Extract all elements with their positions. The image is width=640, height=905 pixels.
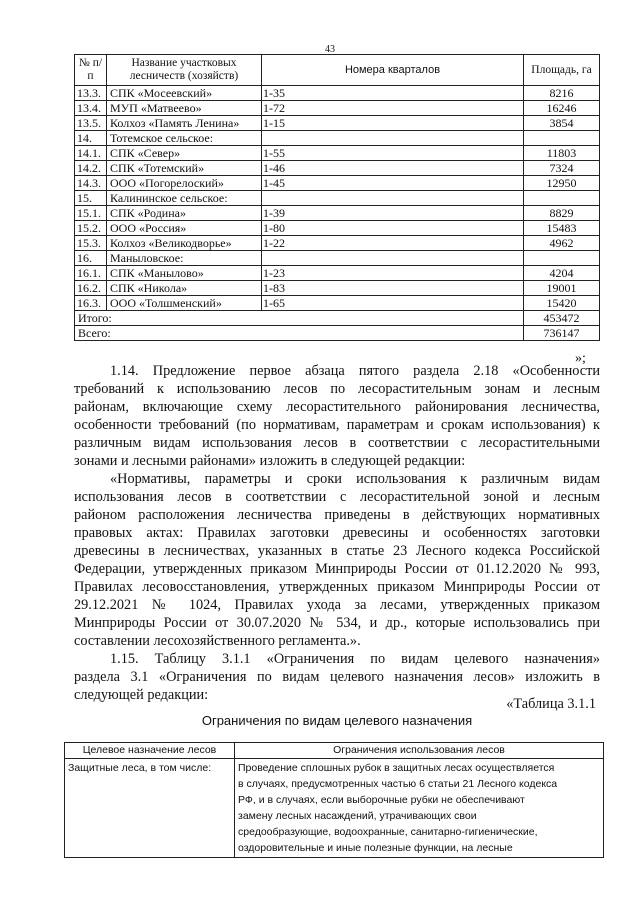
row-name: СПК «Тотемский» [107,161,262,176]
text-line: использования лесов в соответствии с лесорастительной зоной и лесным [74,489,600,505]
row-num: 13.5. [75,116,107,131]
table-title: Ограничения по видам целевого назначения [201,713,473,728]
purpose-cell: Защитные леса, в том числе: [65,759,235,858]
row-name: ООО «Толшменский» [107,296,262,311]
text-line: замену лесных насаждений, утрачивающих свои [238,810,477,822]
row-area [524,131,600,146]
row-quarters: 1-23 [262,266,524,281]
row-name: Калининское сельское: [107,191,262,206]
paragraph-1-14 [74,362,600,470]
table-caption: «Таблица 3.1.1 [506,696,596,712]
row-quarters: 1-45 [262,176,524,191]
table-row [75,266,600,281]
text-line: в случаях, предусмотренных частью 6 статьи 21 Лесного кодекса [238,778,558,790]
row-quarters: 1-22 [262,236,524,251]
row-area: 4962 [524,236,600,251]
text-line: древесины в лесничествах, указанных в статье 23 Лесного кодекса Российской [74,543,600,559]
row-quarters: 1-65 [262,296,524,311]
row-quarters [262,251,524,266]
closing-quote: »; [575,351,586,366]
row-name: СПК «Мосеевский» [107,86,262,101]
text-line: оздоровительные и иные полезные функции, на лесные [238,842,513,854]
text-line: составлении лесохозяйственного регламента.». [74,633,361,649]
row-num: 14.3. [75,176,107,191]
row-name: СПК «Родина» [107,206,262,221]
header-purpose: Целевое назначение лесов [65,743,235,759]
table-row [75,221,600,236]
table-row [75,161,600,176]
row-quarters: 1-55 [262,146,524,161]
text-line: 1.14. Предложение первое абзаца пятого раздела 2.18 «Особенности [110,363,600,379]
row-area: 19001 [524,281,600,296]
forest-districts-table [74,54,600,341]
text-line: Правилах лесовосстановления, утвержденных приказом Минприроды России от [74,579,600,595]
row-num: 14.1. [75,146,107,161]
text-line: 1.15. Таблицу 3.1.1 «Ограничения по видам целевого назначения» [110,651,600,667]
row-name: СПК «Север» [107,146,262,161]
text-line: «Нормативы, параметры и сроки использования к различным видам [110,471,600,487]
row-quarters: 1-46 [262,161,524,176]
table-row [75,176,600,191]
header-restrictions: Ограничения использования лесов [235,743,604,759]
table-row [75,131,600,146]
row-num: 15.1. [75,206,107,221]
grand-total-label: Всего: [75,326,524,341]
table-row [75,191,600,206]
row-num: 16.3. [75,296,107,311]
row-area: 12950 [524,176,600,191]
text-line: следующей редакции: [74,687,209,703]
row-area: 8829 [524,206,600,221]
text-line: Федерации, утвержденных приказом Минприроды России от 01.12.2020 № 993, [74,561,600,577]
text-line: средообразующие, водоохранные, санитарно-гигиенические, [238,826,538,838]
table-row [75,251,600,266]
table-row [65,759,604,858]
table-row [75,281,600,296]
text-line: правовых актах: Правилах заготовки древесины и особенностях заготовки [74,525,600,541]
row-num: 16.1. [75,266,107,281]
text-line: требований к использованию лесов по лесорастительным зонам и лесным [74,381,600,397]
row-name: СПК «Никола» [107,281,262,296]
row-num: 15. [75,191,107,206]
row-quarters: 1-72 [262,101,524,116]
row-quarters [262,131,524,146]
row-area: 15483 [524,221,600,236]
header-num: № п/п [75,55,107,86]
row-quarters [262,191,524,206]
table-row [75,206,600,221]
restr-header-row [65,743,604,759]
header-quarters: Номера кварталов [262,55,524,86]
row-area: 16246 [524,101,600,116]
row-area: 7324 [524,161,600,176]
text-line: Проведение сплошных рубок в защитных лесах осуществляется [238,762,555,774]
row-area: 11803 [524,146,600,161]
row-quarters: 1-39 [262,206,524,221]
row-area: 15420 [524,296,600,311]
row-num: 14. [75,131,107,146]
row-quarters: 1-15 [262,116,524,131]
row-num: 16.2. [75,281,107,296]
row-num: 13.3. [75,86,107,101]
row-name: Колхоз «Великодворье» [107,236,262,251]
row-name: Колхоз «Память Ленина» [107,116,262,131]
row-num: 15.2. [75,221,107,236]
row-area [524,191,600,206]
row-name: ООО «Россия» [107,221,262,236]
row-area [524,251,600,266]
row-num: 13.4. [75,101,107,116]
table-row [75,146,600,161]
table-grand-total-row [75,326,600,341]
table-row [75,116,600,131]
row-quarters: 1-80 [262,221,524,236]
table-total-row [75,311,600,326]
text-line: раздела 3.1 «Ограничения по видам целевого назначения лесов» изложить в [74,669,600,685]
text-line: особенности требований (по нормативам, параметрам и срокам использования) к [74,417,600,433]
text-line: районам, включающие схему лесорастительного районирования лесничества, [74,399,600,415]
header-name: Название участковых лесничеств (хозяйств) [107,55,262,86]
grand-total-value: 736147 [524,326,600,341]
row-name: МУП «Матвеево» [107,101,262,116]
row-num: 15.3. [75,236,107,251]
row-area: 8216 [524,86,600,101]
table-header-row [75,55,600,86]
row-num: 14.2. [75,161,107,176]
text-line: различным видам использования лесов в соответствии с лесорастительными [74,435,600,451]
row-name: ООО «Погорелоский» [107,176,262,191]
total-value: 453472 [524,311,600,326]
row-quarters: 1-83 [262,281,524,296]
row-num: 16. [75,251,107,266]
row-name: Тотемское сельское: [107,131,262,146]
restrictions-cell [235,759,604,858]
text-line: РФ, и в случаях, если выборочные рубки не обеспечивают [238,794,525,806]
text-line: 29.12.2021 № 1024, Правилах ухода за лесами, утвержденных приказом [74,597,600,613]
text-line: районом расположения лесничества приведены в действующих нормативных [74,507,600,523]
row-name: СПК «Манылово» [107,266,262,281]
total-label: Итого: [75,311,524,326]
table-row [75,236,600,251]
restrictions-table [64,742,604,858]
header-area: Площадь, га [524,55,600,86]
row-area: 3854 [524,116,600,131]
row-name: Маныловское: [107,251,262,266]
text-line: зонами и лесными районами» изложить в следующей редакции: [74,453,466,469]
table-row [75,86,600,101]
row-quarters: 1-35 [262,86,524,101]
paragraph-norms-quote [74,470,600,650]
table-row [75,101,600,116]
row-area: 4204 [524,266,600,281]
text-line: Минприроды России от 30.07.2020 № 534, и др., которые использовались при [74,615,600,631]
table-row [75,296,600,311]
page-number: 43 [325,44,335,55]
